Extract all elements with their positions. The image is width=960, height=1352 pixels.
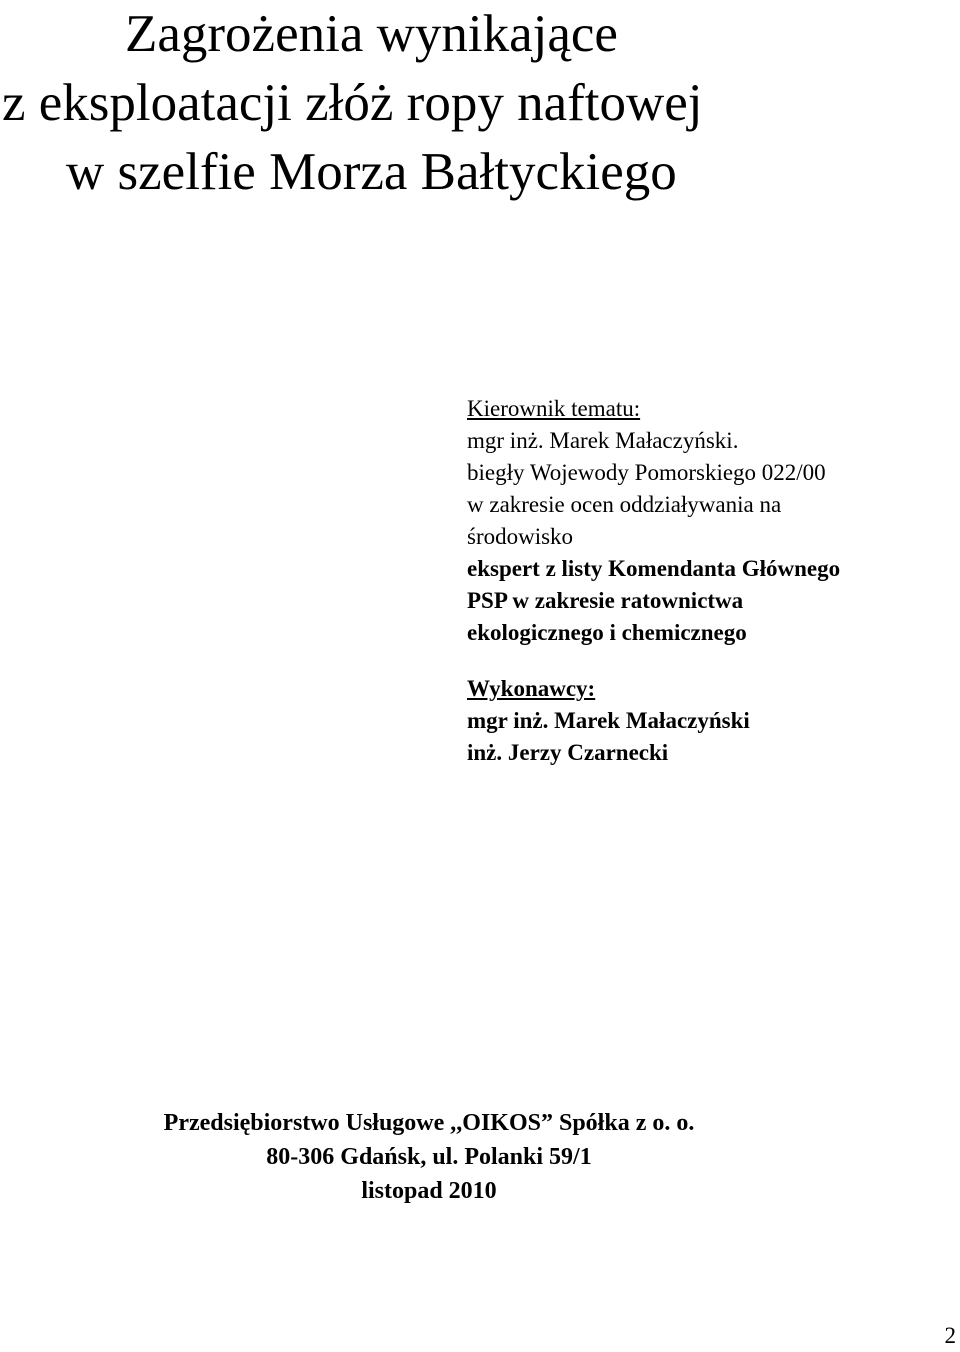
publisher-footer — [0, 1106, 858, 1208]
manager-desc1-line1: biegły Wojewody Pomorskiego 022/00 — [467, 460, 826, 485]
manager-desc1-line3: środowisko — [467, 524, 574, 549]
credits-block — [467, 393, 957, 769]
contractors-heading: Wykonawcy: — [467, 676, 596, 701]
contractor-name-1: mgr inż. Marek Małaczyński — [467, 708, 750, 733]
document-title — [0, 0, 960, 207]
contractor-name-2: inż. Jerzy Czarnecki — [467, 740, 669, 765]
manager-desc2-line1: ekspert z listy Komendanta Głównego — [467, 556, 841, 581]
manager-desc1-line2: w zakresie ocen oddziaływania na — [467, 492, 782, 517]
publication-date: listopad 2010 — [361, 1178, 497, 1204]
company-address: 80-306 Gdańsk, ul. Polanki 59/1 — [266, 1144, 592, 1170]
page-number: 2 — [944, 1323, 956, 1348]
title-line-3: w szelfie Morza Bałtyckiego — [66, 143, 677, 201]
manager-desc2-line3: ekologicznego i chemicznego — [467, 620, 747, 645]
title-line-2: z eksploatacji złóż ropy naftowej — [2, 74, 703, 132]
manager-desc2-line2: PSP w zakresie ratownictwa — [467, 588, 744, 613]
title-line-1: Zagrożenia wynikające — [125, 5, 618, 63]
company-name: Przedsiębiorstwo Usługowe ,,OIKOS” Spółka z o. o. — [163, 1110, 695, 1136]
manager-heading: Kierownik tematu: — [467, 396, 641, 421]
manager-name: mgr inż. Marek Małaczyński. — [467, 428, 739, 453]
